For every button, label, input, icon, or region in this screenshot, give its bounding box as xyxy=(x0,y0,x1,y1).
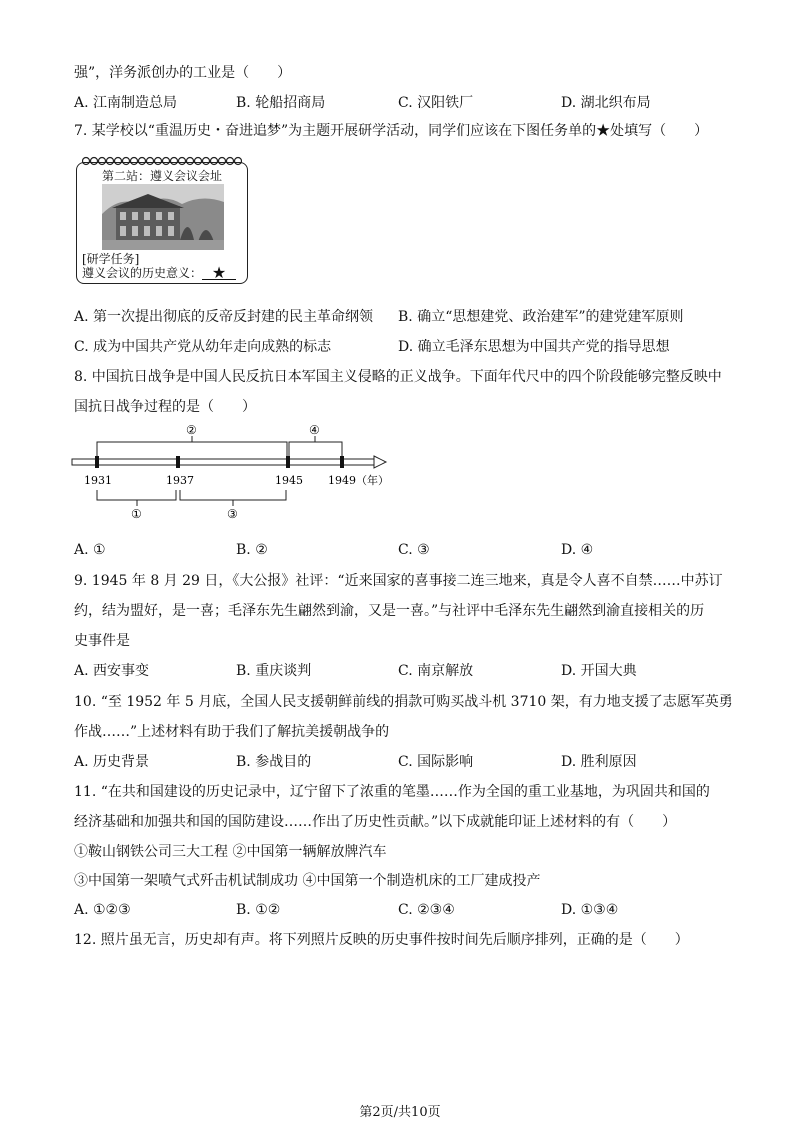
notebook-task xyxy=(82,252,236,280)
q7-notebook-figure xyxy=(76,152,248,284)
q11-option-a[interactable]: A. ①②③ xyxy=(74,902,131,918)
q9-stem-1: 9. 1945 年 8 月 29 日，《大公报》社评：“近来国家的喜事接二连三地来，真是令人喜不自禁……中苏订 xyxy=(74,573,723,589)
answer-blank xyxy=(202,263,236,282)
year-1945: 1945 xyxy=(275,474,303,487)
q11-stem-2: 经济基础和加强共和国的国防建设……作出了历史性贡献。”以下成就能印证上述材料的有（ ） xyxy=(74,814,677,830)
star-icon: ★ xyxy=(211,263,227,282)
q8-option-b[interactable]: B. ② xyxy=(236,542,268,558)
q11-statements-1: ①鞍山钢铁公司三大工程 ②中国第一辆解放牌汽车 xyxy=(74,844,387,860)
q6-option-b[interactable]: B. 轮船招商局 xyxy=(236,95,326,111)
q8-option-c[interactable]: C. ③ xyxy=(398,542,430,558)
stage-4-label: ④ xyxy=(309,423,320,437)
tick-1949 xyxy=(340,456,344,468)
q8-option-a[interactable]: A. ① xyxy=(74,542,106,558)
q9-option-b[interactable]: B. 重庆谈判 xyxy=(236,663,312,679)
tick-1931 xyxy=(95,456,99,468)
notebook-title: 第二站：遵义会议会址 xyxy=(101,169,222,183)
q10-option-a[interactable]: A. 历史背景 xyxy=(74,754,150,770)
q7-option-a[interactable]: A. 第一次提出彻底的反帝反封建的民主革命纲领 xyxy=(74,309,374,325)
q6-option-d[interactable]: D. 湖北织布局 xyxy=(561,95,651,111)
stage-2-label: ② xyxy=(186,423,197,437)
stage-1-label: ① xyxy=(131,507,142,520)
q10-option-b[interactable]: B. 参战目的 xyxy=(236,754,312,770)
zunyi-site-photo xyxy=(102,184,224,250)
q11-statements-2: ③中国第一架喷气式歼击机试制成功 ④中国第一个制造机床的工厂建成投产 xyxy=(74,873,541,889)
q11-option-d[interactable]: D. ①③④ xyxy=(561,902,619,918)
q11-stem-1: 11. “在共和国建设的历史记录中，辽宁留下了浓重的笔墨……作为全国的重工业基地，为巩固共和国的 xyxy=(74,784,710,800)
q10-option-c[interactable]: C. 国际影响 xyxy=(398,754,474,770)
q8-stem-1: 8. 中国抗日战争是中国人民反抗日本军国主义侵略的正义战争。下面年代尺中的四个阶段能够完整反映中 xyxy=(74,369,722,385)
year-1949: 1949（年） xyxy=(328,474,389,487)
task-line xyxy=(82,263,236,282)
year-1931: 1931 xyxy=(84,474,112,487)
q9-option-a[interactable]: A. 西安事变 xyxy=(74,663,150,679)
q11-option-b[interactable]: B. ①② xyxy=(236,902,281,918)
q8-option-d[interactable]: D. ④ xyxy=(561,542,594,558)
q10-option-d[interactable]: D. 胜利原因 xyxy=(561,754,637,770)
q7-stem: 7. 某学校以“重温历史・奋进追梦”为主题开展研学活动，同学们应该在下图任务单的★处填写（ ） xyxy=(74,123,709,139)
tick-1937 xyxy=(176,456,180,468)
year-1937: 1937 xyxy=(166,474,194,487)
task-text: 遵义会议的历史意义： xyxy=(82,266,203,280)
q9-option-c[interactable]: C. 南京解放 xyxy=(398,663,474,679)
q12-stem: 12. 照片虽无言，历史却有声。将下列照片反映的历史事件按时间先后顺序排列，正确的是（ ） xyxy=(74,932,689,948)
q8-timeline-ruler xyxy=(70,420,390,520)
q7-option-c[interactable]: C. 成为中国共产党从幼年走向成熟的标志 xyxy=(74,339,332,355)
spiral-binding-icon xyxy=(82,154,242,168)
task-label: [研学任务] xyxy=(82,252,140,266)
q11-option-c[interactable]: C. ②③④ xyxy=(398,902,455,918)
q6-option-c[interactable]: C. 汉阳铁厂 xyxy=(398,95,474,111)
q9-option-d[interactable]: D. 开国大典 xyxy=(561,663,637,679)
q7-option-b[interactable]: B. 确立“思想建党、政治建军”的建党建军原则 xyxy=(398,309,684,325)
tick-1945 xyxy=(286,456,290,468)
stage-3-label: ③ xyxy=(227,507,238,520)
q9-stem-2: 约，结为盟好，是一喜；毛泽东先生翩然到渝，又是一喜。”与社评中毛泽东先生翩然到渝直接相关的历 xyxy=(74,603,705,619)
q6-option-a[interactable]: A. 江南制造总局 xyxy=(74,95,178,111)
q9-stem-3: 史事件是 xyxy=(74,633,130,649)
q6-text-tail: 强”，洋务派创办的工业是（ ） xyxy=(74,65,292,81)
q8-stem-2: 国抗日战争过程的是（ ） xyxy=(74,399,256,415)
q10-stem-1: 10. “至 1952 年 5 月底，全国人民支援朝鲜前线的捐款可购买战斗机 3710 架，有力地支援了志愿军英勇 xyxy=(74,694,733,710)
q7-option-d[interactable]: D. 确立毛泽东思想为中国共产党的指导思想 xyxy=(398,339,670,355)
q10-stem-2: 作战……”上述材料有助于我们了解抗美援朝战争的 xyxy=(74,724,390,740)
page-footer: 第2页/共10页 xyxy=(359,1105,441,1120)
